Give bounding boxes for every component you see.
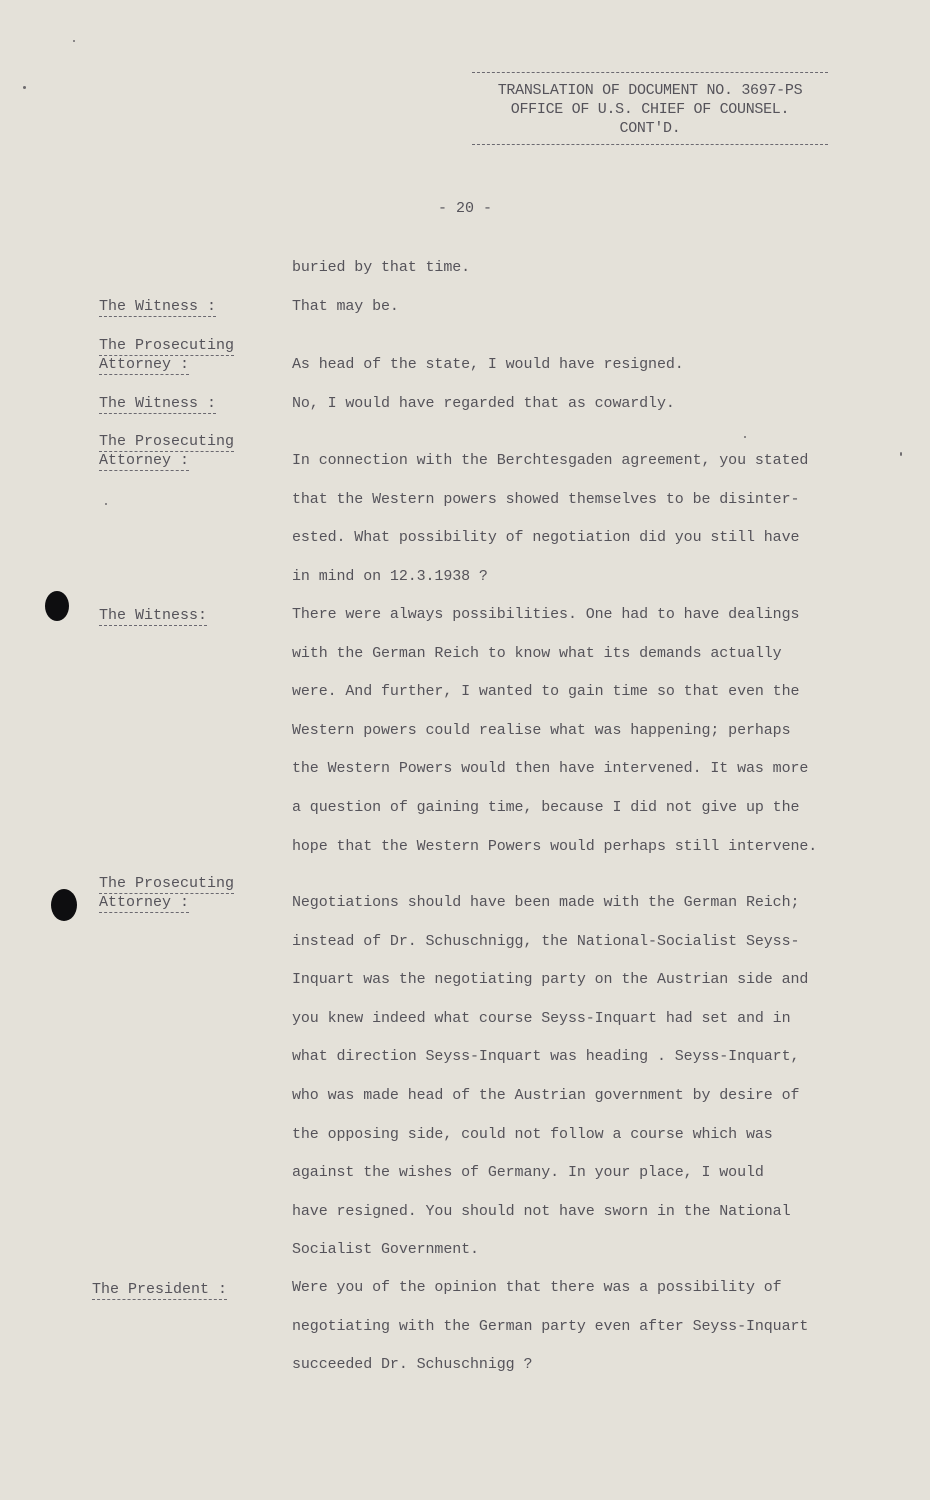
entry-text-3: [292, 385, 867, 424]
text-line: negotiating with the German party even after Seyss-Inquart: [292, 1317, 809, 1335]
speaker-label-4: [99, 432, 234, 470]
entry-text-2: [292, 346, 867, 385]
text-line: you knew indeed what course Seyss-Inquart had set and in: [292, 1009, 791, 1027]
speaker-line: The Prosecuting: [99, 337, 235, 354]
punch-hole-top: [45, 591, 69, 621]
speaker-line: Attorney :: [99, 356, 190, 373]
speaker-line: The Prosecuting: [99, 433, 235, 450]
text-line: There were always possibilities. One had to have dealings: [292, 606, 800, 623]
text-line: hope that the Western Powers would perhaps still intervene.: [292, 837, 818, 855]
header-top-rule: [472, 72, 828, 73]
paper-speck: [73, 40, 75, 42]
text-line: buried by that time.: [292, 259, 471, 276]
text-line: In connection with the Berchtesgaden agreement, you stated: [292, 452, 809, 469]
text-line: ested. What possibility of negotiation did you still have: [292, 529, 800, 547]
paper-speck: [900, 452, 902, 456]
text-line: what direction Seyss-Inquart was heading . Seyss-Inquart,: [292, 1048, 800, 1066]
speaker-line: Attorney :: [99, 452, 190, 469]
speaker-line: The Witness :: [99, 395, 217, 412]
text-line: No, I would have regarded that as cowardly.: [292, 395, 675, 412]
text-line: were. And further, I wanted to gain time so that even the: [292, 683, 800, 701]
text-line: Were you of the opinion that there was a possibility of: [292, 1279, 782, 1296]
entry-text-7: [292, 1269, 867, 1385]
page-number: - 20 -: [437, 200, 492, 217]
text-line: Socialist Government.: [292, 1241, 479, 1259]
text-line: succeeded Dr. Schuschnigg ?: [292, 1356, 533, 1374]
text-line: in mind on 12.3.1938 ?: [292, 567, 488, 585]
speaker-line: The Witness:: [99, 607, 208, 624]
entry-text-5: [292, 596, 867, 866]
text-line: Inquart was the negotiating party on the Austrian side and: [292, 971, 809, 989]
header-line-2: OFFICE OF U.S. CHIEF OF COUNSEL.: [510, 101, 790, 118]
speaker-line: Attorney :: [99, 894, 190, 911]
header-line-3: CONT'D.: [619, 120, 681, 137]
text-line: the Western Powers would then have intervened. It was more: [292, 760, 809, 778]
speaker-label-6: [99, 874, 234, 912]
header-line-1: TRANSLATION OF DOCUMENT NO. 3697-PS: [497, 82, 803, 99]
text-line: have resigned. You should not have sworn in the National: [292, 1202, 791, 1220]
speaker-line: The Prosecuting: [99, 875, 235, 892]
text-line: As head of the state, I would have resigned.: [292, 356, 684, 373]
entry-text-4: [292, 442, 867, 596]
entry-text-6: [292, 884, 867, 1270]
text-line: instead of Dr. Schuschnigg, the National-Socialist Seyss-: [292, 932, 800, 950]
punch-hole-bottom: [51, 889, 77, 921]
document-header: [472, 72, 828, 145]
text-line: Negotiations should have been made with the German Reich;: [292, 894, 800, 911]
text-line: with the German Reich to know what its demands actually: [292, 644, 782, 662]
text-line: a question of gaining time, because I did not give up the: [292, 798, 800, 816]
header-bottom-rule: [472, 144, 828, 145]
speaker-label-5: [99, 606, 207, 625]
speaker-label-2: [99, 336, 234, 374]
speaker-line: The President :: [92, 1281, 228, 1298]
text-line: against the wishes of Germany. In your place, I would: [292, 1164, 764, 1182]
text-line: that the Western powers showed themselves to be disinter-: [292, 490, 800, 508]
entry-text-0: [292, 249, 867, 288]
speaker-label-3: [99, 394, 216, 413]
paper-speck: [23, 86, 26, 89]
paper-speck: [744, 436, 746, 438]
entry-text-1: [292, 288, 867, 327]
speaker-label-7: [92, 1280, 227, 1299]
text-line: That may be.: [292, 298, 399, 315]
text-line: the opposing side, could not follow a course which was: [292, 1125, 773, 1143]
speaker-line: The Witness :: [99, 298, 217, 315]
paper-speck: [105, 503, 107, 505]
speaker-label-1: [99, 297, 216, 316]
text-line: who was made head of the Austrian government by desire of: [292, 1086, 800, 1104]
text-line: Western powers could realise what was happening; perhaps: [292, 721, 791, 739]
